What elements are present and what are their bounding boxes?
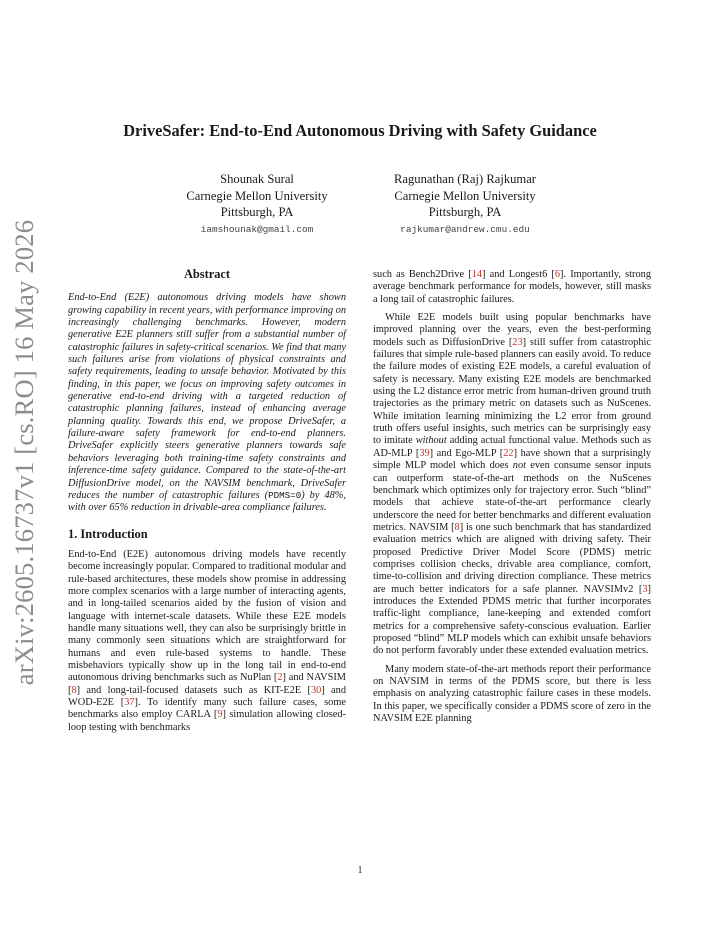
author-email[interactable]: iamshounak@gmail.com bbox=[200, 223, 314, 235]
right-column bbox=[373, 269, 651, 725]
citation-link[interactable]: 8 bbox=[454, 521, 460, 533]
pdms-code: PDMS=0 bbox=[268, 489, 302, 501]
intro-paragraph-1: End-to-End (E2E) autonomous driving models have recently become increasingly popular. Compared to traditional modular and rule-based architectures, these models show promise in addressing more complex scenarios with a large number of interacting agents, and in long-tailed scenarios aided by the fusion of vision and language with internet-scale datasets. While these E2E models handle many situations well, they can also be surprisingly brittle in many commonly seen situations which are straightforward for humans and even rule-based systems to handle. These misbehaviors typically show up in the long tail in end-to-end autonomous driving benchmarks such as NuPlan [2] and NAVSIM [8] and long-tail-focused datasets such as KIT-E2E [30] and WOD-E2E [37]. To identify many such failure cases, some benchmarks also employ CARLA [9] simulation allowing closed-loop testing with benchmarks bbox=[68, 548, 346, 733]
citation-link[interactable]: 3 bbox=[642, 583, 648, 595]
author-email[interactable]: rajkumar@andrew.cmu.edu bbox=[400, 223, 530, 235]
author-location: Pittsburgh, PA bbox=[428, 205, 502, 220]
arxiv-identifier-stamp bbox=[2, 219, 48, 685]
citation-link[interactable]: 14 bbox=[471, 269, 483, 280]
left-column bbox=[68, 268, 346, 734]
intro-paragraph-2: While E2E models built using popular benchmarks have improved planning over the years, even the best-performing models such as DiffusionDrive [23] still suffer from catastrophic failures that simple rule-based planners can easily avoid. To reduce the failure modes of existing E2E models, a careful evaluation of safety is necessary. Many existing E2E models are benchmarked using the L2 distance error metric from human-driven ground truth trajectories as the primary metric on datasets such as NuScenes. While imitation learning minimizing the L2 error from ground truth offers useful insights, such metrics can be surprisingly easy to imitate without adding actual functional value. Methods such as AD-MLP [39] and Ego-MLP [22] have shown that a surprisingly simple MLP model which does not even consume sensor inputs can outperform state-of-the-art methods on the NuScenes benchmark which optimizes only for trajectory error. Such “blind” models that achieve state-of-the-art performance clearly underscore the need for better benchmarks and different evaluation metrics. NAVSIM [8] is one such benchmark that has standardized evaluation metrics which are aligned with driving safety. Their proposed Predictive Driver Model Score (PDMS) metric comprises collision checks, drivable area compliance, comfort, time-to-collision and driving direction compliance. These metrics are much better indicators for a safe planner. NAVSIMv2 [3] introduces the Extended PDMS metric that further incorporates traffic-light compliance, lane-keeping and extended comfort metrics for a comprehensive safety-conscious evaluation. Earlier proposed “blind” MLP models which can exhibit unsafe behaviors do not perform favorably under these extended evaluation metrics. bbox=[373, 312, 652, 657]
citation-link[interactable]: 9 bbox=[217, 709, 223, 721]
intro-paragraph-3: Many modern state-of-the-art methods report their performance on NAVSIM in terms of the PDMS score, but there is less emphasis on analyzing catastrophic failure cases in these models. In this paper, we specifically consider a PDMS score of zero in the NAVSIM E2E planning bbox=[373, 663, 651, 725]
citation-link[interactable]: 6 bbox=[554, 269, 561, 280]
author-affiliation: Carnegie Mellon University bbox=[186, 188, 328, 203]
citation-link[interactable]: 8 bbox=[71, 684, 77, 696]
author-name: Ragunathan (Raj) Rajkumar bbox=[394, 172, 536, 186]
author-location: Pittsburgh, PA bbox=[220, 205, 294, 220]
citation-link[interactable]: 30 bbox=[310, 684, 322, 696]
arxiv-identifier-text: arXiv:2605.16737v1 [cs.RO] 16 May 2026 bbox=[9, 219, 40, 685]
citation-link[interactable]: 22 bbox=[503, 447, 514, 459]
abstract-text: End-to-End (E2E) autonomous driving models have shown growing capability in recent years, with performance improving on increasingly challenging benchmarks. However, modern generative E2E planners still suffer from a substantial number of catastrophic failures in safety-critical scenarios. We find that many such failures arise from violations of physical constraints and safety requirements, leading to unsafe behavior. Motivated by this finding, in this paper, we focus on improving safety outcomes in generative end-to-end driving with a targeted reduction of catastrophic planning failures, instead of enhancing average planning quality. Towards this end, we propose DriveSafer, a failure-aware safety framework for end-to-end planners. DriveSafer explicitly steers generative planners towards safe behaviors leveraging both training-time safety constraints and inference-time safety guidance. Compared to the state-of-the-art DiffusionDrive model, on the NAVSIM benchmark, DriveSafer reduces the number of catastrophic failures (PDMS=0) by 48%, with over 65% reduction in drivable-area compliance failures. bbox=[68, 292, 346, 514]
author-name: Shounak Sural bbox=[220, 172, 294, 186]
paper-title: DriveSafer: End-to-End Autonomous Driving with Safety Guidance bbox=[123, 121, 597, 140]
citation-link[interactable]: 2 bbox=[277, 672, 283, 684]
citation-link[interactable]: 37 bbox=[124, 697, 135, 708]
author-block-2 bbox=[365, 171, 565, 238]
citation-link[interactable]: 39 bbox=[419, 447, 430, 459]
citation-link[interactable]: 23 bbox=[512, 336, 523, 348]
intro-paragraph-1-continued: such as Bench2Drive [14] and Longest6 [6]. Importantly, strong average benchmark performance for models, however, still masks a long tail of catastrophic failures. bbox=[373, 269, 652, 305]
section-heading-introduction: 1. Introduction bbox=[68, 526, 148, 541]
emphasis-text: without bbox=[415, 435, 447, 447]
abstract-heading: Abstract bbox=[183, 267, 231, 281]
page-number: 1 bbox=[357, 865, 363, 876]
emphasis-text: not bbox=[512, 460, 526, 472]
author-block-1 bbox=[162, 171, 352, 238]
author-affiliation: Carnegie Mellon University bbox=[394, 188, 536, 203]
